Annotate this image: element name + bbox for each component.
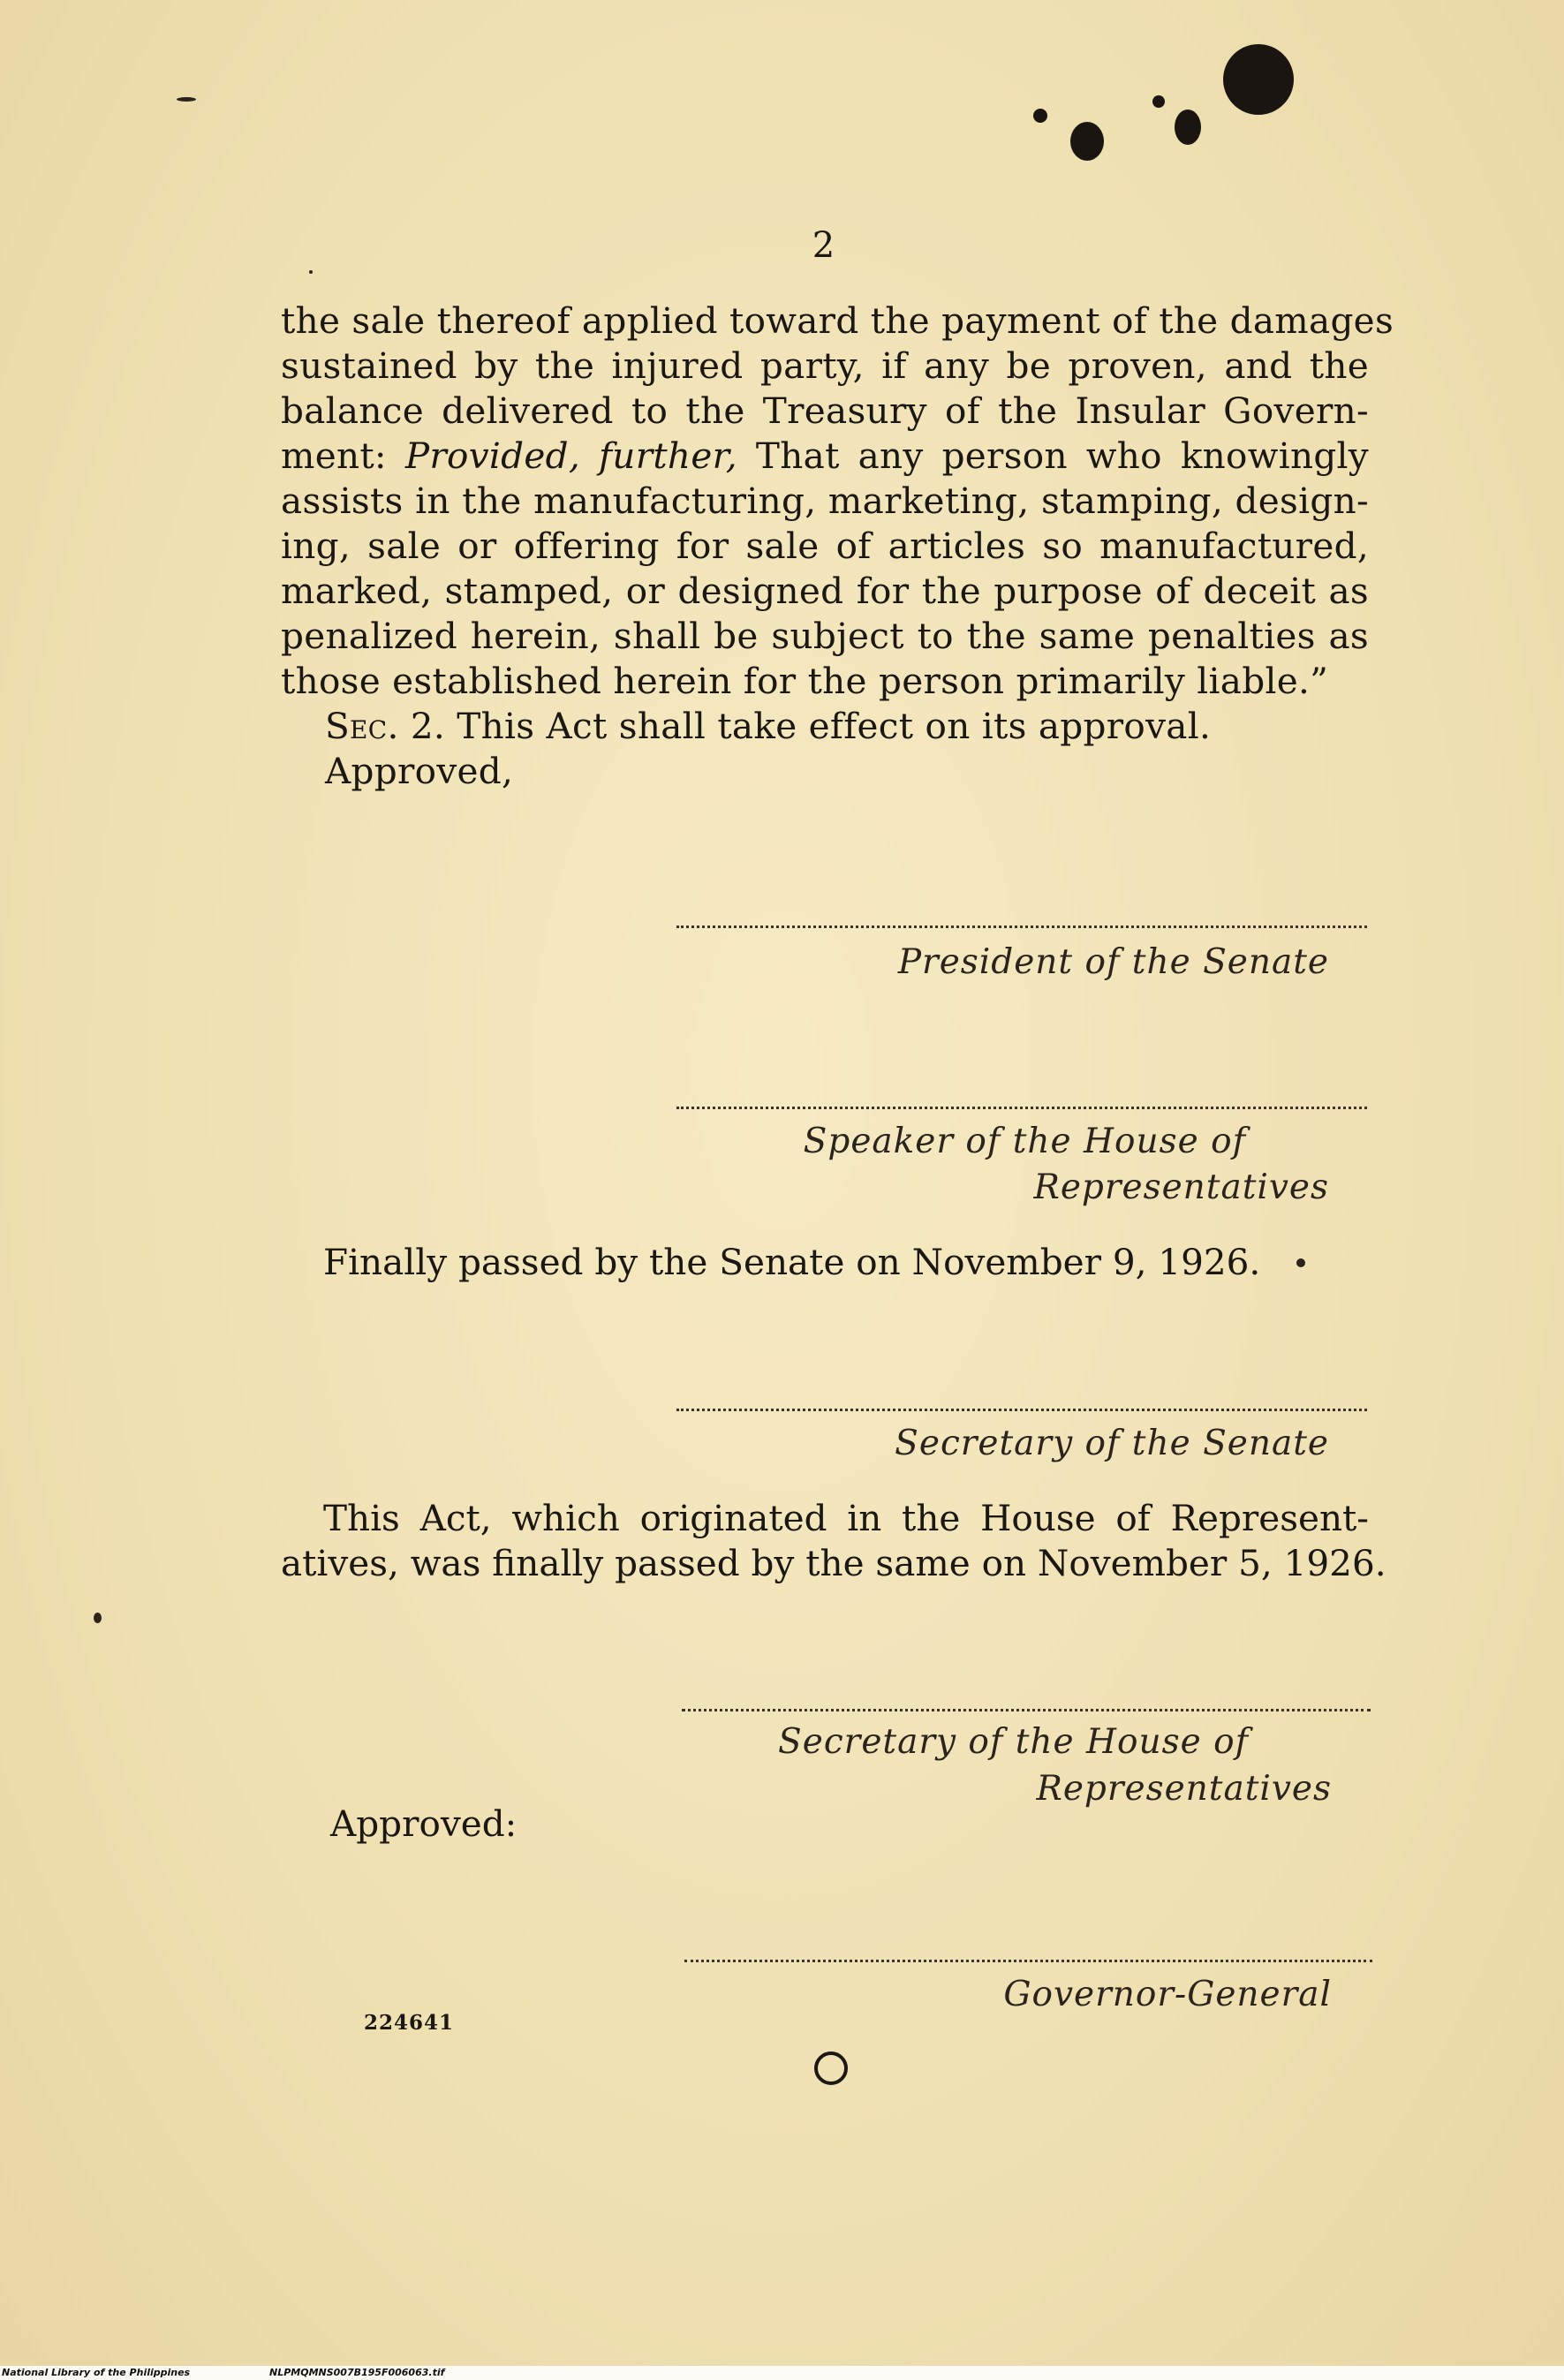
approved-colon-label: Approved: <box>330 1802 518 1845</box>
text-fragment: ment: <box>281 434 405 477</box>
text-line: balance delivered to the Treasury of the Insular Govern- <box>281 389 1369 432</box>
senate-passage-text: Finally passed by the Senate on November 9, 1926. <box>323 1241 1261 1283</box>
proviso-italic: Provided, further, <box>404 434 737 477</box>
signature-line-secretary-senate <box>676 1409 1367 1411</box>
print-code: 224641 <box>364 2011 455 2035</box>
speaker-label-line2: Representatives <box>1033 1167 1329 1207</box>
section-text: 2. This Act shall take effect on its approval. <box>398 705 1212 747</box>
approved-label: Approved, <box>325 750 514 792</box>
signature-line-speaker <box>676 1107 1367 1109</box>
ink-speck <box>177 97 196 102</box>
speaker-label-line1: Speaker of the House of <box>803 1122 1246 1161</box>
ink-stain <box>1175 110 1201 145</box>
text-line <box>281 434 1369 479</box>
footer-file-name: NLPMQMNS007B195F006063.tif <box>269 2367 445 2378</box>
text-line: ing, sale or offering for sale of articles so manufactured, <box>281 525 1369 567</box>
text-line: the sale thereof applied toward the payment of the damages <box>281 299 1394 342</box>
text-line: marked, stamped, or designed for the purpose of deceit as <box>281 570 1369 612</box>
text-fragment: That any person who knowingly <box>737 434 1369 477</box>
ink-speck <box>309 270 313 274</box>
ink-stain <box>1070 122 1104 161</box>
page-number: 2 <box>812 225 835 266</box>
secretary-house-label-line2: Representatives <box>1036 1769 1332 1809</box>
secretary-of-senate-label: Secretary of the Senate <box>895 1424 1329 1463</box>
ink-stain <box>1033 109 1047 123</box>
act-text-paragraph <box>281 298 1394 794</box>
text-line: penalized herein, shall be subject to the same penalties as <box>281 615 1369 657</box>
ink-speck <box>94 1613 102 1623</box>
governor-general-label: Governor-General <box>1003 1975 1332 2014</box>
signature-line-governor <box>684 1960 1372 1962</box>
text-line: assists in the manufacturing, marketing, stamping, design- <box>281 480 1369 522</box>
secretary-house-label-line1: Secretary of the House of <box>778 1722 1249 1762</box>
ink-stain <box>1152 95 1165 108</box>
text-line: those established herein for the person primarily liable.” <box>281 660 1329 702</box>
text-line: sustained by the injured party, if any be proven, and the <box>281 344 1369 387</box>
signature-line-secretary-house <box>682 1709 1371 1711</box>
text-line: atives, was finally passed by the same on November 5, 1926. <box>281 1542 1386 1584</box>
text-line: This Act, which originated in the House of Represent- <box>323 1497 1369 1539</box>
section-label: Sec. <box>325 705 399 747</box>
archive-footer <box>0 2366 1564 2380</box>
signature-line-president <box>676 926 1367 928</box>
circle-mark-icon <box>814 2051 848 2085</box>
president-of-senate-label: President of the Senate <box>897 942 1329 982</box>
footer-library-name: National Library of the Philippines <box>2 2367 191 2378</box>
section-2 <box>281 704 1369 749</box>
house-passage-text <box>281 1496 1386 1586</box>
ink-stain <box>1223 44 1294 115</box>
